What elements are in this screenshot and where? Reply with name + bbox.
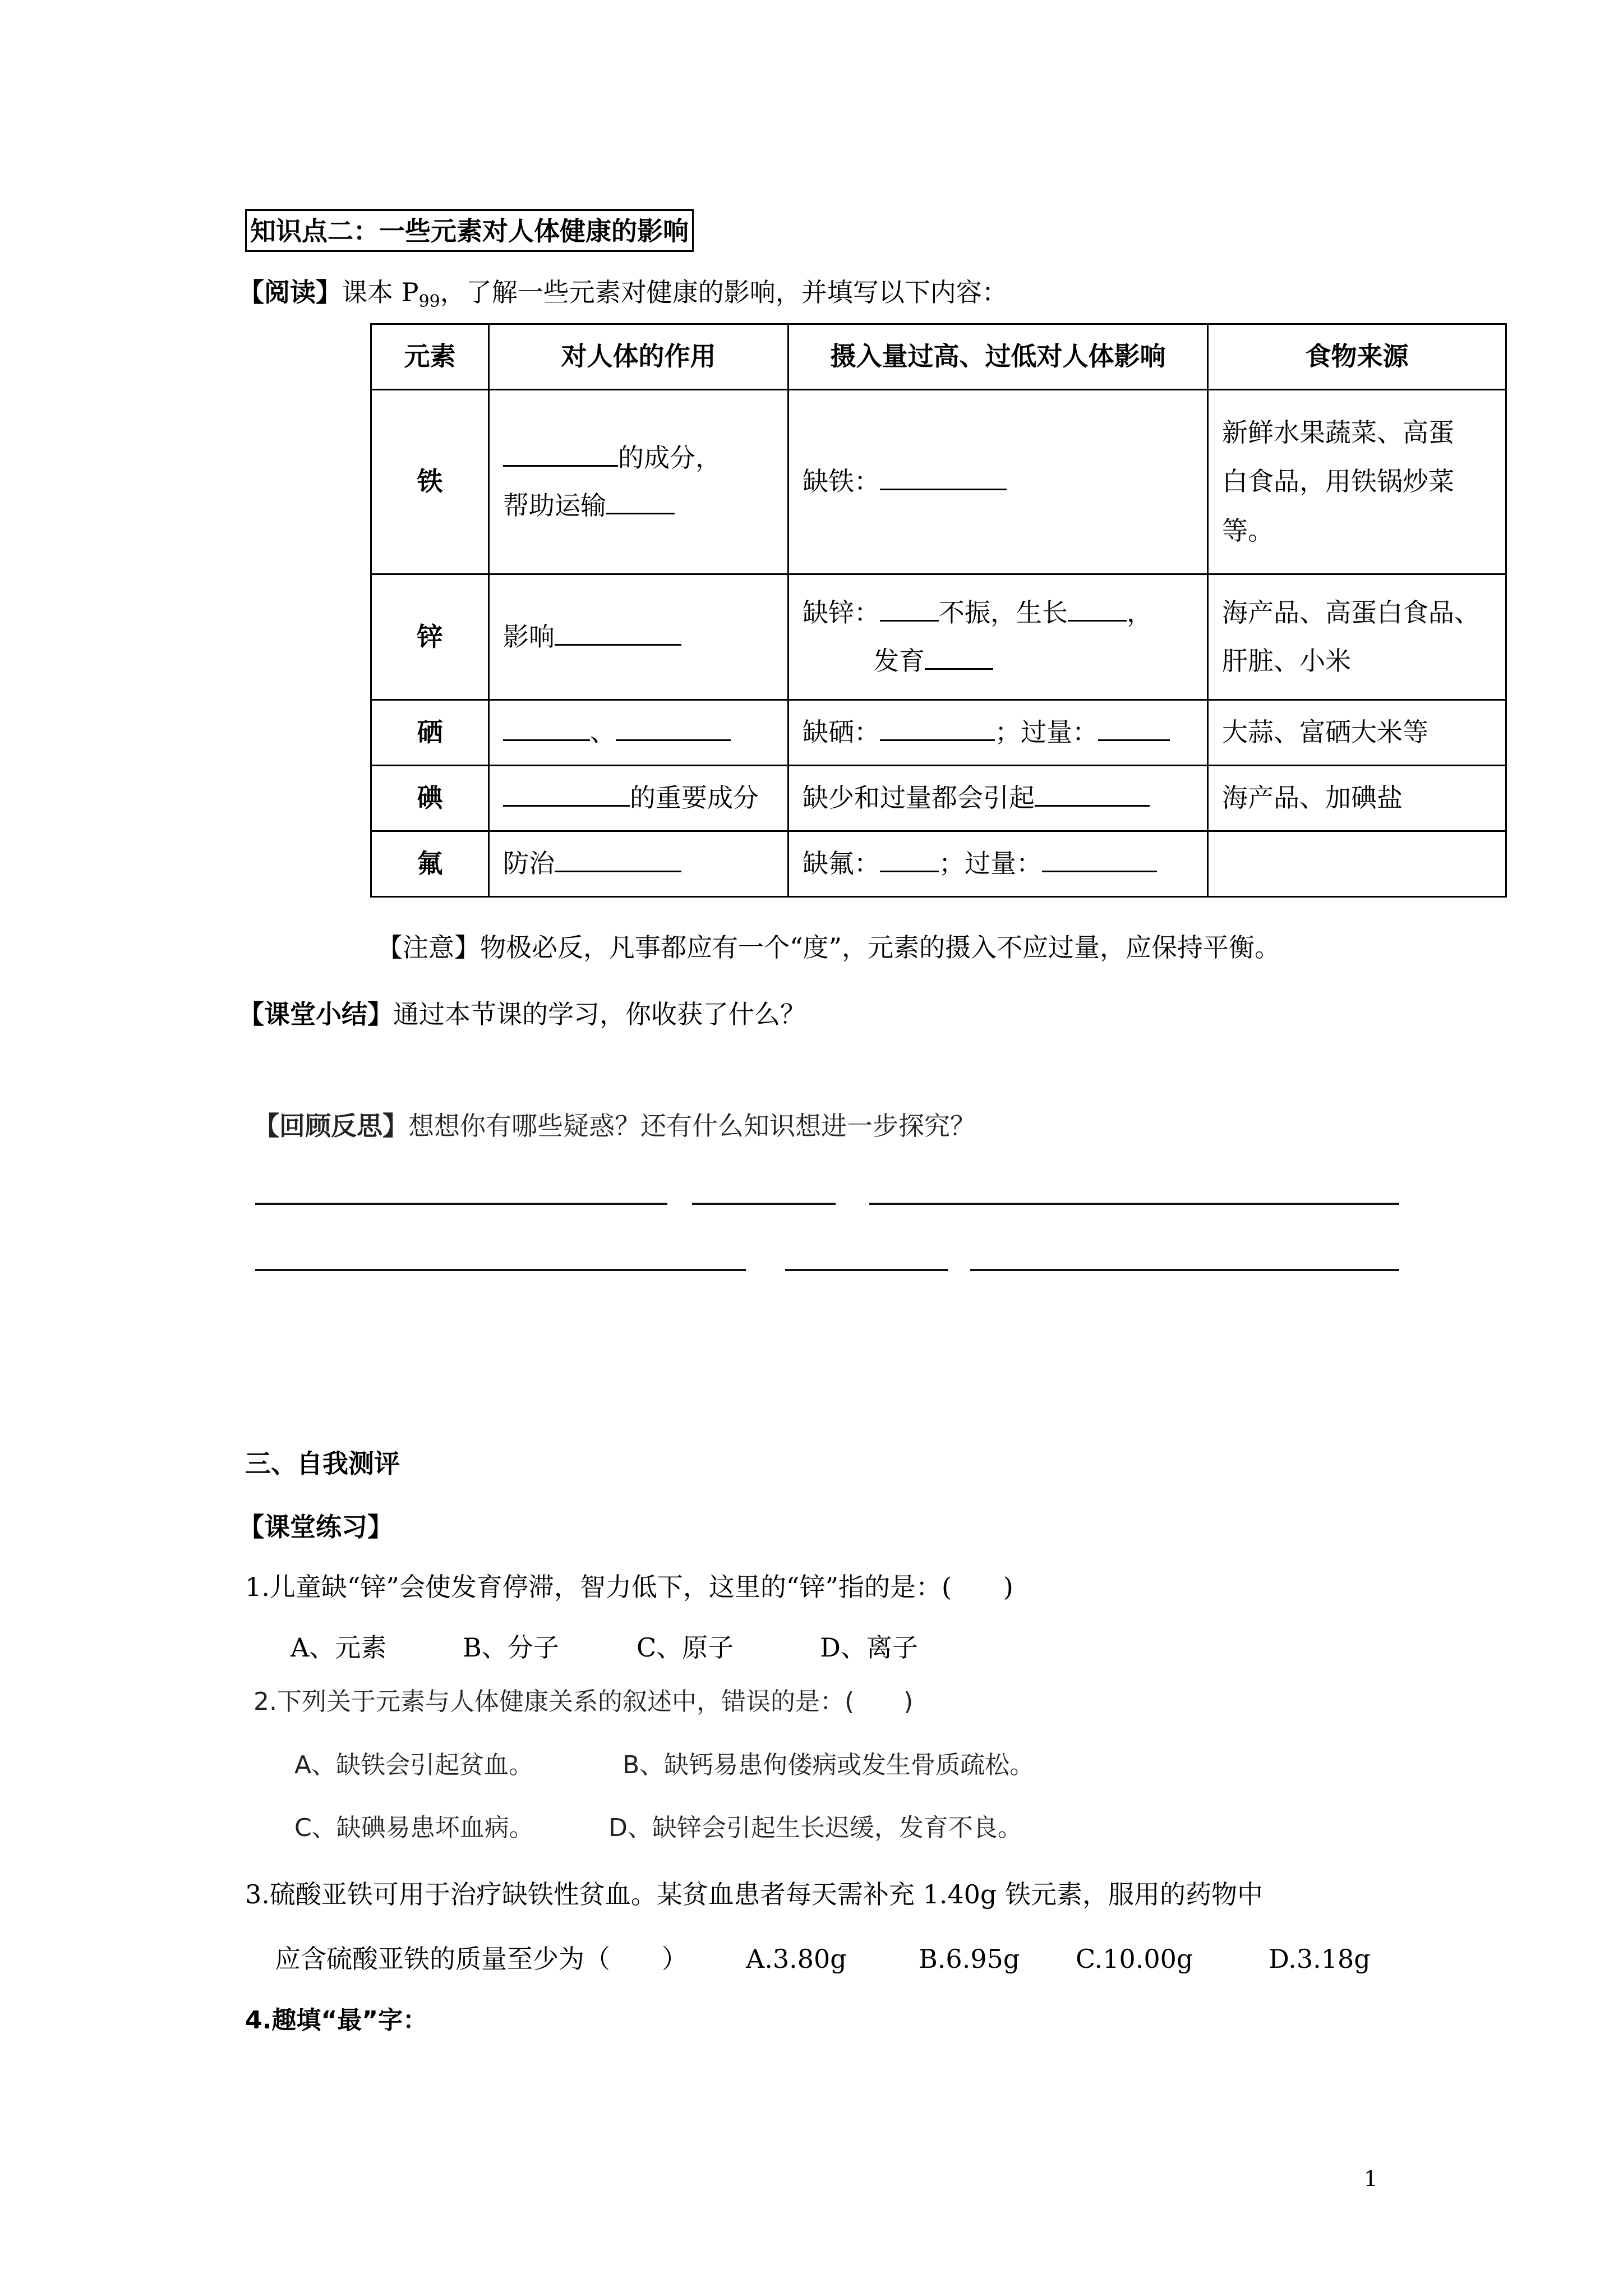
header-food: 食物来源 xyxy=(1208,324,1506,390)
fill-blank[interactable] xyxy=(616,718,731,741)
element-iodine: 碘 xyxy=(371,766,489,831)
role-text: 帮助运输 xyxy=(503,490,606,521)
summary-text: 通过本节课的学习，你收获了什么？ xyxy=(393,999,806,1029)
reflection-text: 想想你有哪些疑惑？还有什么知识想进一步探究？ xyxy=(408,1111,976,1141)
fill-blank[interactable] xyxy=(503,784,630,807)
fill-blank[interactable] xyxy=(880,467,1007,490)
q2-option-b[interactable]: B、缺钙易患佝偻病或发生骨质疏松。 xyxy=(623,1751,1035,1779)
q3-option-d[interactable]: D.3.18g xyxy=(1269,1944,1371,1974)
effect-text: ；过量： xyxy=(939,848,1042,879)
answer-line-1[interactable] xyxy=(255,1203,1399,1205)
table-header-row xyxy=(371,324,1506,390)
element-health-table xyxy=(370,323,1507,898)
practice-heading: 【课堂练习】 xyxy=(238,1512,393,1542)
page-number: 1 xyxy=(1364,2166,1378,2191)
reading-text-before: 课本 P xyxy=(342,277,419,307)
reflection-tag: 【回顾反思】 xyxy=(253,1111,408,1141)
fill-blank[interactable] xyxy=(555,623,681,646)
knowledge-point-heading: 知识点二：一些元素对人体健康的影响 xyxy=(245,209,694,252)
effect-cell xyxy=(789,831,1208,897)
summary-tag: 【课堂小结】 xyxy=(238,999,393,1029)
section-self-assessment: 三、自我测评 xyxy=(245,1448,400,1479)
food-cell: 大蒜、富硒大米等 xyxy=(1208,700,1506,766)
fill-blank[interactable] xyxy=(606,491,675,514)
effect-cell xyxy=(789,574,1208,700)
element-fluorine: 氟 xyxy=(371,831,489,897)
note-text: 【注意】物极必反，凡事都应有一个“度”，元素的摄入不应过量，应保持平衡。 xyxy=(377,932,1281,963)
role-cell xyxy=(489,700,789,766)
role-text: 、 xyxy=(590,717,616,748)
table-row-iodine xyxy=(371,766,1506,831)
food-line: 白食品，用铁锅炒菜 xyxy=(1222,466,1454,497)
element-selenium: 硒 xyxy=(371,700,489,766)
fill-blank[interactable] xyxy=(925,647,993,670)
table-row-iron xyxy=(371,390,1506,574)
reflection-prompt xyxy=(253,1110,976,1143)
fill-blank[interactable] xyxy=(1035,784,1150,807)
class-summary xyxy=(238,998,806,1032)
header-role: 对人体的作用 xyxy=(489,324,789,390)
header-element: 元素 xyxy=(371,324,489,390)
food-cell xyxy=(1208,390,1506,574)
q3-option-b[interactable]: B.6.95g xyxy=(919,1944,1020,1974)
reading-text-after: ，了解一些元素对健康的影响，并填写以下内容： xyxy=(440,277,1008,307)
fill-blank[interactable] xyxy=(880,849,939,872)
table-row-selenium xyxy=(371,700,1506,766)
question-3-line-1: 3.硫酸亚铁可用于治疗缺铁性贫血。某贫血患者每天需补充 1.40g 铁元素，服用的药物中 xyxy=(245,1879,1264,1910)
line-gap xyxy=(948,1268,970,1271)
role-text: 防治 xyxy=(503,848,555,879)
effect-text: ， xyxy=(1127,597,1152,628)
role-cell xyxy=(489,766,789,831)
answer-line-2[interactable] xyxy=(255,1269,1399,1271)
effect-text: ；过量： xyxy=(995,717,1098,748)
element-iron: 铁 xyxy=(371,390,489,574)
fill-blank[interactable] xyxy=(880,718,995,741)
table-row-zinc xyxy=(371,574,1506,700)
q2-option-d[interactable]: D、缺锌会引起生长迟缓，发育不良。 xyxy=(608,1814,1022,1842)
q2-option-c[interactable]: C、缺碘易患坏血病。 xyxy=(294,1814,534,1842)
food-line: 海产品、高蛋白食品、 xyxy=(1222,597,1480,628)
fill-blank[interactable] xyxy=(555,849,681,872)
q3-option-a[interactable]: A.3.80g xyxy=(746,1944,847,1974)
question-4: 4.趣填“最”字： xyxy=(245,2006,428,2035)
effect-text: 发育 xyxy=(873,645,925,676)
q2-option-a[interactable]: A、缺铁会引起贫血。 xyxy=(294,1751,534,1779)
q3-option-c[interactable]: C.10.00g xyxy=(1076,1944,1193,1974)
fill-blank[interactable] xyxy=(1068,599,1127,622)
fill-blank[interactable] xyxy=(1098,718,1170,741)
line-gap xyxy=(836,1202,869,1205)
food-line: 新鲜水果蔬菜、高蛋 xyxy=(1222,417,1454,448)
question-1: 1.儿童缺“锌”会使发育停滞，智力低下，这里的“锌”指的是：( ) xyxy=(245,1572,1013,1602)
q1-option-a[interactable]: A、元素 xyxy=(291,1632,387,1663)
question-2: 2.下列关于元素与人体健康关系的叙述中，错误的是：( ) xyxy=(253,1687,914,1716)
header-effect: 摄入量过高、过低对人体影响 xyxy=(789,324,1208,390)
role-cell xyxy=(489,574,789,700)
q1-option-b[interactable]: B、分子 xyxy=(463,1632,559,1663)
line-gap xyxy=(746,1268,785,1271)
effect-cell xyxy=(789,766,1208,831)
reading-tag: 【阅读】 xyxy=(238,277,342,307)
role-text: 影响 xyxy=(503,621,555,652)
food-line: 等。 xyxy=(1222,515,1274,546)
fill-blank[interactable] xyxy=(1042,849,1157,872)
fill-blank[interactable] xyxy=(503,444,618,467)
q1-option-d[interactable]: D、离子 xyxy=(820,1632,918,1663)
effect-text: 不振，生长 xyxy=(939,597,1068,628)
element-zinc: 锌 xyxy=(371,574,489,700)
reading-instruction xyxy=(238,276,1008,312)
food-cell xyxy=(1208,831,1506,897)
fill-blank[interactable] xyxy=(880,599,939,622)
reading-page-sub: 99 xyxy=(418,292,440,312)
effect-text: 缺铁： xyxy=(803,466,880,497)
table-row-fluorine xyxy=(371,831,1506,897)
food-line: 肝脏、小米 xyxy=(1222,645,1351,676)
effect-cell xyxy=(789,700,1208,766)
role-cell xyxy=(489,390,789,574)
question-3-line-2: 应含硫酸亚铁的质量至少为（ ） xyxy=(275,1944,688,1974)
q1-option-c[interactable]: C、原子 xyxy=(637,1632,734,1663)
effect-text: 缺少和过量都会引起 xyxy=(803,783,1035,813)
food-cell: 海产品、加碘盐 xyxy=(1208,766,1506,831)
role-cell xyxy=(489,831,789,897)
effect-text: 缺硒： xyxy=(803,717,880,748)
role-text: 的成分， xyxy=(618,442,721,473)
effect-cell xyxy=(789,390,1208,574)
food-cell xyxy=(1208,574,1506,700)
line-gap xyxy=(667,1202,692,1205)
effect-text: 缺锌： xyxy=(803,597,880,628)
fill-blank[interactable] xyxy=(503,718,590,741)
role-text: 的重要成分 xyxy=(630,783,759,813)
effect-text: 缺氟： xyxy=(803,848,880,879)
